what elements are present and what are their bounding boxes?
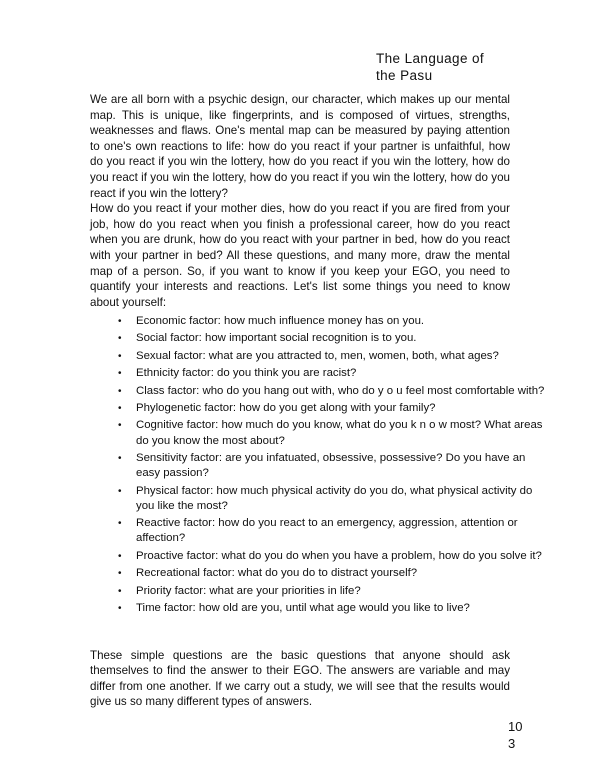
bullet-icon: •: [118, 518, 122, 530]
page-number: [508, 718, 538, 752]
bullet-icon: •: [118, 420, 122, 432]
list-item-text: Economic factor: how much influence money has on you.: [136, 315, 425, 327]
list-item-text: Phylogenetic factor: how do you get along with your family?: [136, 401, 436, 414]
bullet-icon: •: [118, 316, 122, 327]
list-item-text: Sensitivity factor: are you infatuated, obsessive, possessive? Do you have an easy passion?: [136, 451, 526, 480]
bullet-icon: •: [118, 333, 122, 345]
bullet-icon: •: [118, 368, 122, 380]
list-item-text: Recreational factor: what do you do to distract yourself?: [136, 567, 418, 580]
list-item: [118, 401, 548, 416]
factor-list: [118, 314, 548, 618]
list-item: [118, 331, 548, 346]
closing-paragraph: These simple questions are the basic questions that anyone should ask themselves to find the answer to their EGO. The answers are variable and may differ from one another. If we carry out a study, we will see that the results would give us so many different types of answers.: [90, 648, 510, 709]
bullet-icon: •: [118, 452, 122, 464]
bullet-icon: •: [118, 568, 122, 580]
page-number-line-2: 3: [508, 736, 516, 751]
page-number-line-1: 10: [508, 719, 523, 734]
paragraph: We are all born with a psychic design, our character, which makes up our mental map. This is unique, like fingerprints, and is composed of virtues, strengths, weaknesses and flaws. One's mental map can be measured by paying attention to one's own reactions to life: how do you react if your partner is unfaithful, how do you react if you win the lottery, how do you react if you win the lottery, how do you react if you win the lottery, how do you react if you win the lottery, how do you react if you win the lottery?: [90, 93, 510, 200]
list-item-text: Cognitive factor: how much do you know, what do you k n o w most? What areas do you know the most about?: [136, 419, 543, 447]
list-item: [118, 566, 548, 581]
list-item: [118, 516, 548, 546]
list-item: [118, 484, 548, 514]
list-item: [118, 601, 548, 616]
list-item: [118, 349, 548, 364]
list-item: [118, 451, 548, 481]
paragraph: How do you react if your mother dies, how do you react if you are fired from your job, how do you react when you finish a professional career, how do you react when you are drunk, how do you react with your partner in bed, how do you react with your partner in bed? All these questions, and many more, draw the mental map of a person. So, if you want to know if you keep your EGO, you need to quantify your interests and reactions. Let's list some things you need to know about yourself:: [90, 202, 510, 309]
list-item-text: Ethnicity factor: do you think you are racist?: [136, 367, 357, 380]
list-item: [118, 314, 548, 329]
bullet-icon: •: [118, 602, 122, 614]
running-header: [376, 50, 526, 84]
bullet-icon: •: [118, 385, 122, 397]
list-item-text: Sexual factor: what are you attracted to, men, women, both, what ages?: [136, 349, 499, 362]
list-item: [118, 366, 548, 381]
header-title-line-1: The Language of: [376, 51, 485, 66]
list-item: [118, 584, 548, 599]
list-item-text: Proactive factor: what do you do when you have a problem, how do you solve it?: [136, 549, 542, 562]
bullet-icon: •: [118, 585, 122, 597]
list-item: [118, 549, 548, 564]
bullet-icon: •: [118, 485, 122, 497]
bullet-icon: •: [118, 350, 122, 362]
bullet-icon: •: [118, 550, 122, 562]
body-text: [90, 92, 510, 310]
list-item-text: Priority factor: what are your priorities in life?: [136, 584, 361, 597]
list-item-text: Physical factor: how much physical activity do you do, what physical activity do you like the most?: [136, 484, 533, 512]
list-item-text: Social factor: how important social recognition is to you.: [136, 332, 417, 345]
list-item: [118, 418, 548, 448]
list-item: [118, 384, 548, 399]
list-item-text: Time factor: how old are you, until what age would you like to live?: [136, 601, 470, 614]
header-title-line-2: the Pasu: [376, 68, 433, 83]
list-item-text: Class factor: who do you hang out with, who do y o u feel most comfortable with?: [136, 384, 545, 397]
bullet-icon: •: [118, 402, 122, 414]
list-item-text: Reactive factor: how do you react to an emergency, aggression, attention or affection?: [136, 517, 518, 545]
